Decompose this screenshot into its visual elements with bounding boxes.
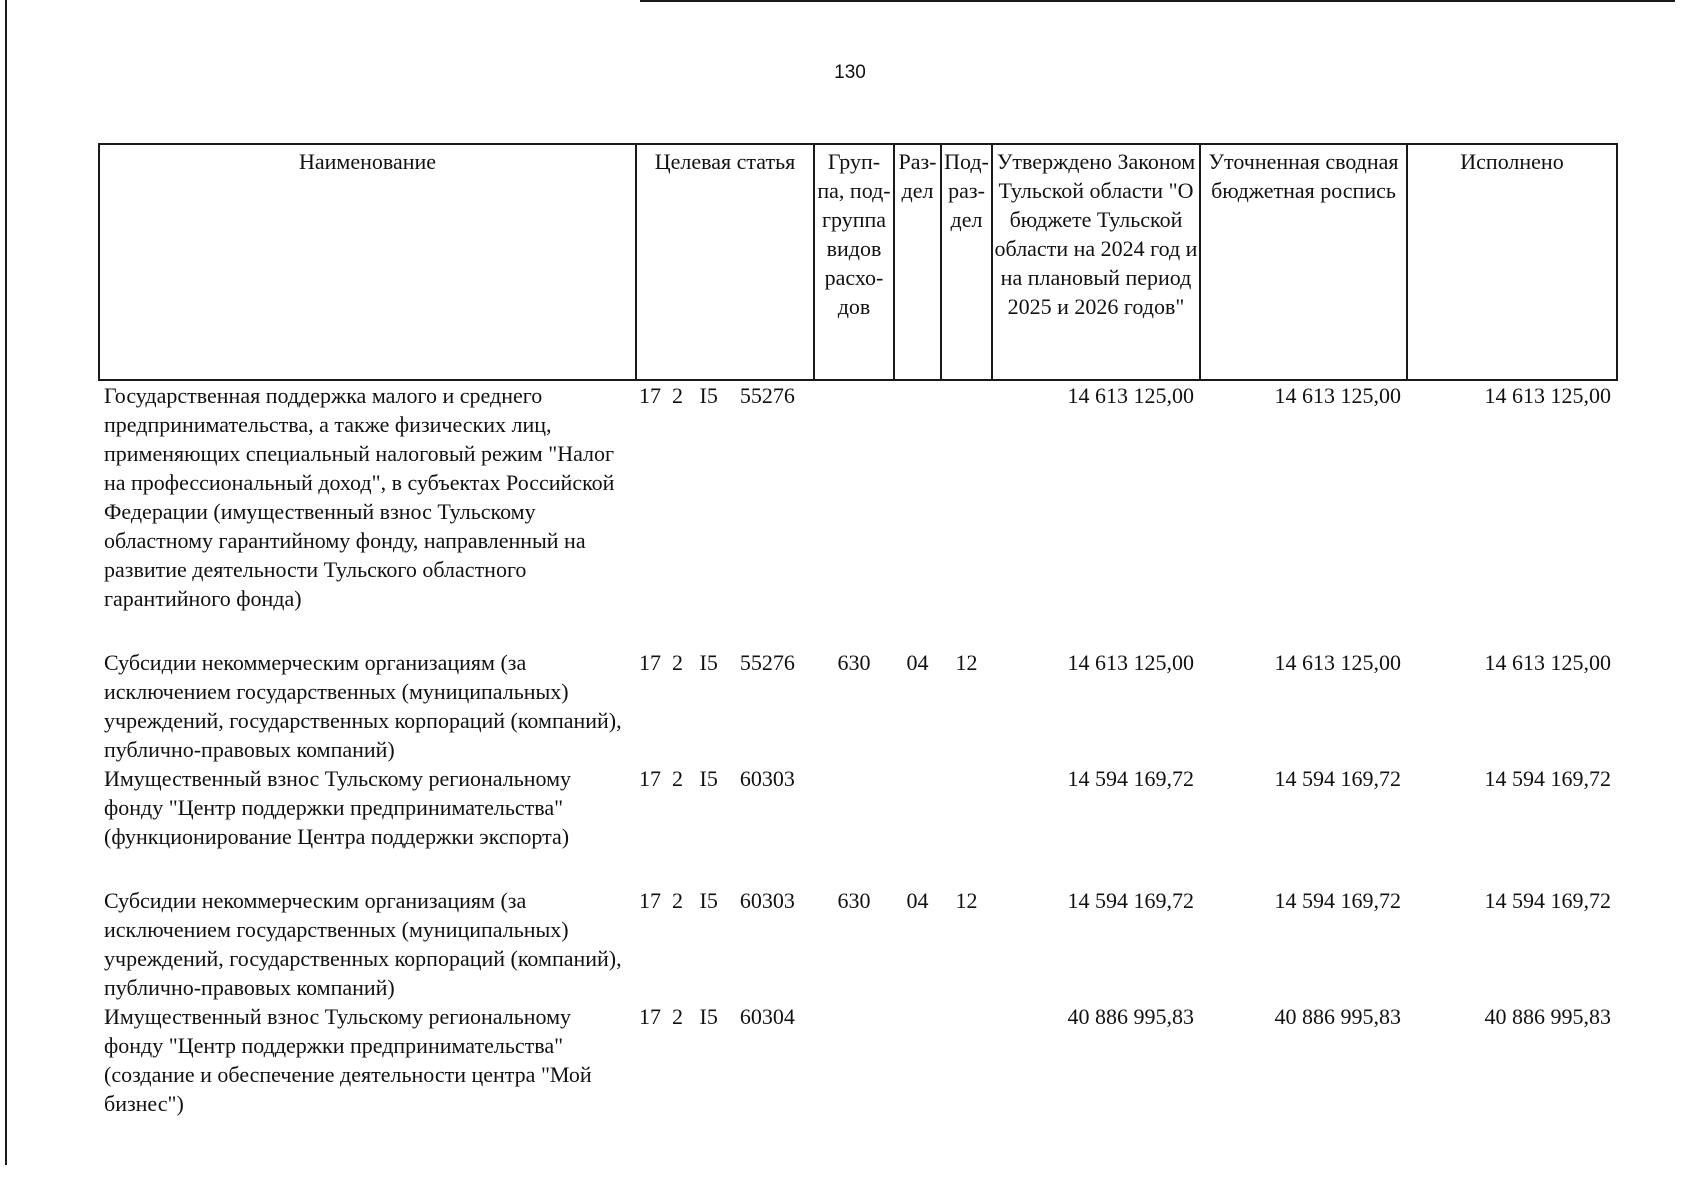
header-section: Раз-дел xyxy=(894,144,941,380)
cell-section xyxy=(894,764,941,886)
cell-executed: 14 594 169,72 xyxy=(1484,888,1611,913)
cell-section xyxy=(894,1002,941,1118)
table-row xyxy=(99,886,1617,1002)
cell-subsection xyxy=(941,764,992,886)
header-approved: Утверждено Законом Тульской области "О бюджете Тульской области на 2024 год и на плановый период 2025 и 2026 годов" xyxy=(992,144,1200,380)
cell-subsection: 12 xyxy=(955,888,978,913)
cell-name: Субсидии некоммерческим организациям (за исключением государственных (муниципальных) учреждений, государственных корпораций (компаний), публично-правовых компаний) xyxy=(104,650,622,762)
cell-executed: 40 886 995,83 xyxy=(1484,1004,1611,1029)
cell-name: Имущественный взнос Тульскому региональному фонду "Центр поддержки предпринимательства" (функционирование Центра поддержки экспорта) xyxy=(104,766,572,849)
cell-section: 04 xyxy=(906,650,929,675)
top-scan-rule xyxy=(640,0,1675,2)
cell-group: 630 xyxy=(837,650,871,675)
cell-name: Государственная поддержка малого и среднего предпринимательства, а также физических лиц, применяющих специальный налоговый режим "Налог на профессиональный доход", в субъектах Российской Федерации (имущественный взнос Тульскому областному гарантийному фонду, направленный на развитие деятельности Тульского областного гарантийного фонда) xyxy=(104,383,615,611)
header-subsection: Под-раз-дел xyxy=(941,144,992,380)
cell-refined: 14 594 169,72 xyxy=(1274,888,1401,913)
cell-name: Имущественный взнос Тульскому региональному фонду "Центр поддержки предпринимательства" (создание и обеспечение деятельности центра "Мой бизнес") xyxy=(104,1004,592,1116)
header-executed: Исполнено xyxy=(1407,144,1617,380)
cell-approved: 14 613 125,00 xyxy=(1067,383,1194,408)
cell-approved: 14 594 169,72 xyxy=(1067,888,1194,913)
table-row xyxy=(99,764,1617,886)
table-row xyxy=(99,648,1617,764)
cell-refined: 40 886 995,83 xyxy=(1274,1004,1401,1029)
cell-subsection: 12 xyxy=(955,650,978,675)
cell-approved: 40 886 995,83 xyxy=(1067,1004,1194,1029)
cell-target: 17 2 I5 60303 xyxy=(639,888,795,913)
cell-target: 17 2 I5 55276 xyxy=(639,383,795,408)
cell-executed: 14 613 125,00 xyxy=(1484,650,1611,675)
cell-target: 17 2 I5 60303 xyxy=(639,766,795,791)
header-name: Наименование xyxy=(99,144,636,380)
cell-subsection xyxy=(941,1002,992,1118)
cell-executed: 14 594 169,72 xyxy=(1484,766,1611,791)
table-header-row xyxy=(99,144,1617,380)
header-refined: Уточненная сводная бюджетная роспись xyxy=(1200,144,1407,380)
cell-executed: 14 613 125,00 xyxy=(1484,383,1611,408)
cell-group xyxy=(814,1002,894,1118)
cell-section: 04 xyxy=(906,888,929,913)
left-scan-rule xyxy=(5,0,7,1165)
cell-target: 17 2 I5 60304 xyxy=(639,1004,795,1029)
table-row xyxy=(99,380,1617,648)
cell-group xyxy=(814,380,894,648)
header-target: Целевая статья xyxy=(636,144,814,380)
page-number: 130 xyxy=(834,62,866,83)
header-group: Груп-па, под-группа видов расхо-дов xyxy=(814,144,894,380)
cell-group xyxy=(814,764,894,886)
cell-name: Субсидии некоммерческим организациям (за исключением государственных (муниципальных) учреждений, государственных корпораций (компаний), публично-правовых компаний) xyxy=(104,888,622,1000)
cell-approved: 14 594 169,72 xyxy=(1067,766,1194,791)
cell-refined: 14 594 169,72 xyxy=(1274,766,1401,791)
cell-target: 17 2 I5 55276 xyxy=(639,650,795,675)
budget-table xyxy=(98,143,1618,1118)
cell-refined: 14 613 125,00 xyxy=(1274,650,1401,675)
cell-group: 630 xyxy=(837,888,871,913)
table-row xyxy=(99,1002,1617,1118)
cell-subsection xyxy=(941,380,992,648)
cell-refined: 14 613 125,00 xyxy=(1274,383,1401,408)
cell-section xyxy=(894,380,941,648)
cell-approved: 14 613 125,00 xyxy=(1067,650,1194,675)
